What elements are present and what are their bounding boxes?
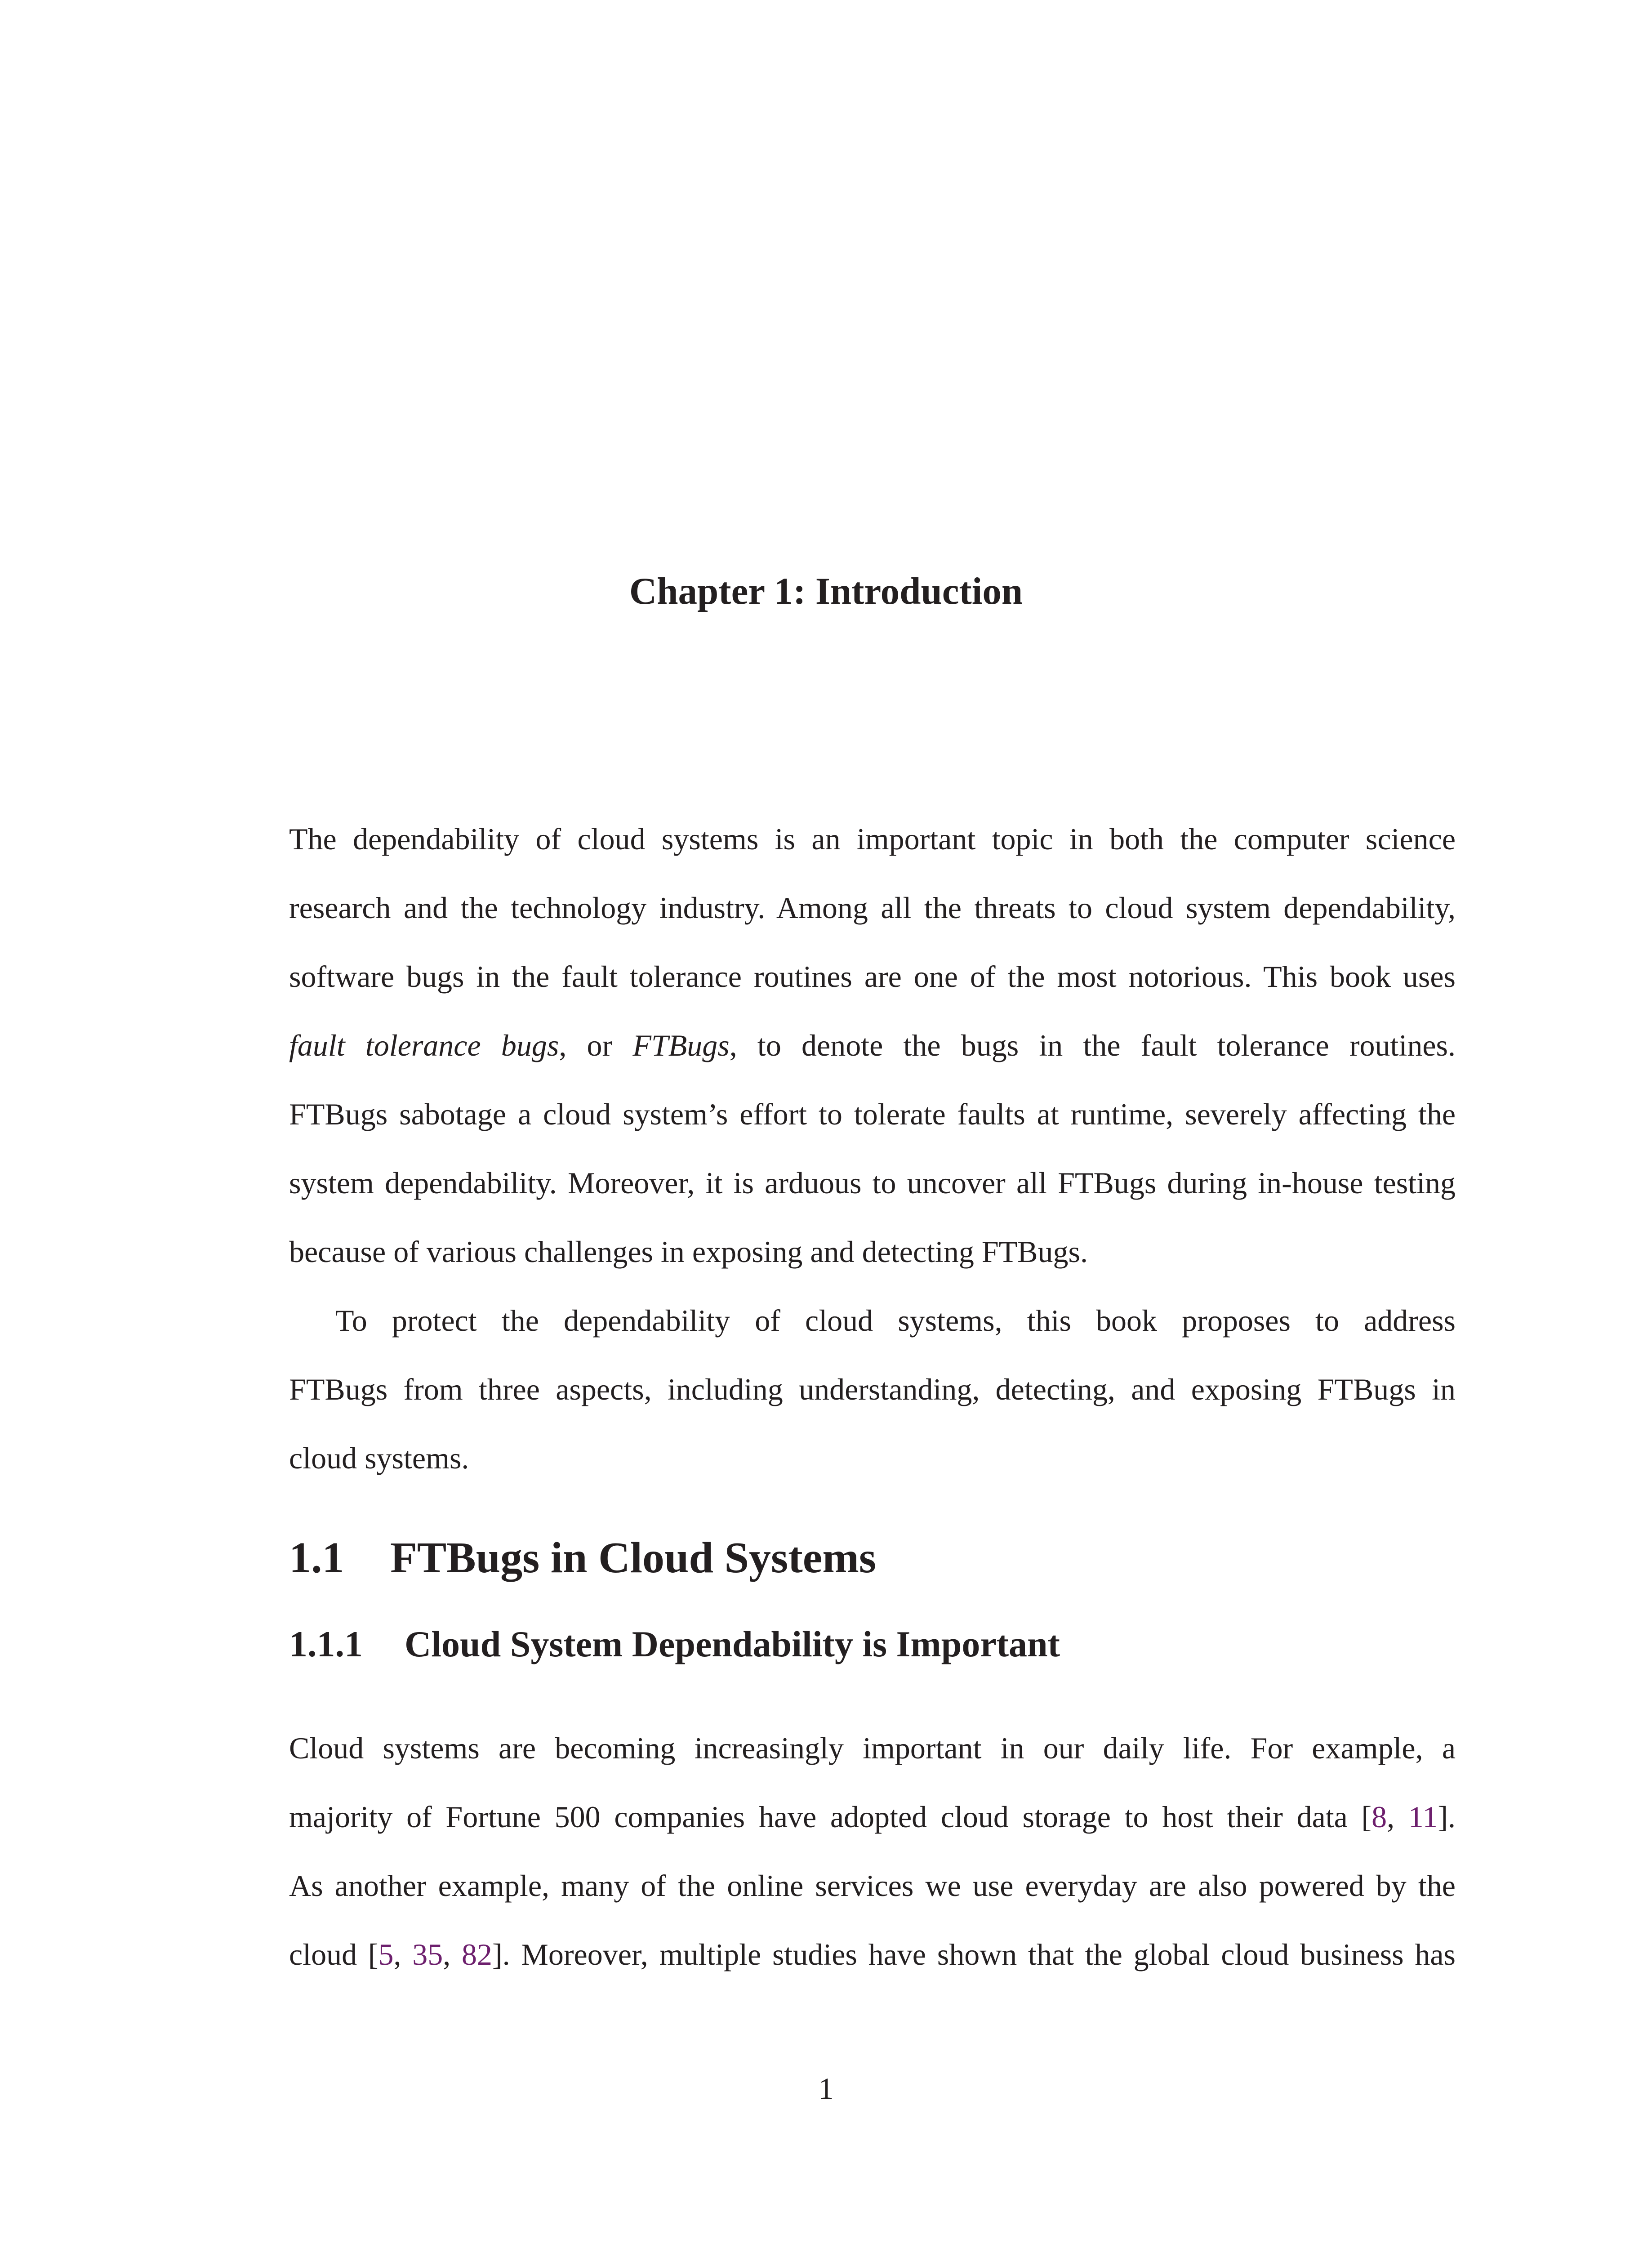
subsection-heading bbox=[289, 1622, 1060, 1667]
intro-paragraph-1 bbox=[289, 805, 1456, 1286]
text-line bbox=[289, 1783, 1456, 1851]
text-line: cloud systems. bbox=[289, 1441, 469, 1475]
intro-paragraph-2 bbox=[289, 1286, 1456, 1493]
text-line: because of various challenges in exposing and detecting FTBugs. bbox=[289, 1235, 1088, 1269]
text-fragment: , to denote the bugs in the fault tolerance routines. bbox=[729, 1028, 1456, 1062]
text-fragment: cloud [ bbox=[289, 1937, 378, 1971]
section-body-text bbox=[289, 1714, 1456, 1989]
text-fragment: , or bbox=[559, 1028, 633, 1062]
text-fragment: , bbox=[393, 1937, 413, 1971]
text-fragment: ]. Moreover, multiple studies have shown that the global cloud business has bbox=[492, 1937, 1456, 1971]
citation-link[interactable]: 5 bbox=[378, 1937, 394, 1971]
body-paragraph bbox=[289, 1714, 1456, 1989]
citation-link[interactable]: 11 bbox=[1408, 1800, 1438, 1834]
text-fragment: ]. bbox=[1438, 1800, 1456, 1834]
text-line: The dependability of cloud systems is an important topic in both the computer science bbox=[289, 822, 1456, 856]
text-line: FTBugs from three aspects, including understanding, detecting, and exposing FTBugs in bbox=[289, 1372, 1456, 1406]
text-line: To protect the dependability of cloud systems, this book proposes to address bbox=[335, 1303, 1456, 1338]
term-ftbugs: FTBugs bbox=[632, 1028, 730, 1062]
page-number: 1 bbox=[818, 2071, 834, 2105]
text-fragment: majority of Fortune 500 companies have adopted cloud storage to host their data [ bbox=[289, 1800, 1372, 1834]
text-line bbox=[289, 1011, 1456, 1080]
term-fault-tolerance-bugs: fault tolerance bugs bbox=[289, 1028, 559, 1062]
citation-link[interactable]: 35 bbox=[412, 1937, 443, 1971]
section-number: 1.1 bbox=[289, 1534, 344, 1582]
text-line: system dependability. Moreover, it is arduous to uncover all FTBugs during in-house testing bbox=[289, 1166, 1456, 1200]
text-line: FTBugs sabotage a cloud system’s effort to tolerate faults at runtime, severely affecting the bbox=[289, 1097, 1456, 1131]
chapter-title: Chapter 1: Introduction bbox=[629, 570, 1023, 612]
text-line: As another example, many of the online services we use everyday are also powered by the bbox=[289, 1869, 1456, 1903]
text-line: Cloud systems are becoming increasingly important in our daily life. For example, a bbox=[289, 1731, 1456, 1765]
section-heading bbox=[289, 1531, 876, 1585]
text-line: research and the technology industry. Among all the threats to cloud system dependability, bbox=[289, 891, 1456, 925]
subsection-number: 1.1.1 bbox=[289, 1624, 363, 1664]
citation-link[interactable]: 82 bbox=[462, 1937, 493, 1971]
section-title: FTBugs in Cloud Systems bbox=[390, 1534, 877, 1582]
text-line bbox=[289, 1920, 1456, 1989]
text-line: software bugs in the fault tolerance routines are one of the most notorious. This book uses bbox=[289, 959, 1456, 994]
introduction-text bbox=[289, 805, 1456, 1493]
subsection-title: Cloud System Dependability is Important bbox=[405, 1624, 1060, 1664]
citation-link[interactable]: 8 bbox=[1371, 1800, 1387, 1834]
text-fragment: , bbox=[443, 1937, 462, 1971]
text-fragment: , bbox=[1387, 1800, 1408, 1834]
